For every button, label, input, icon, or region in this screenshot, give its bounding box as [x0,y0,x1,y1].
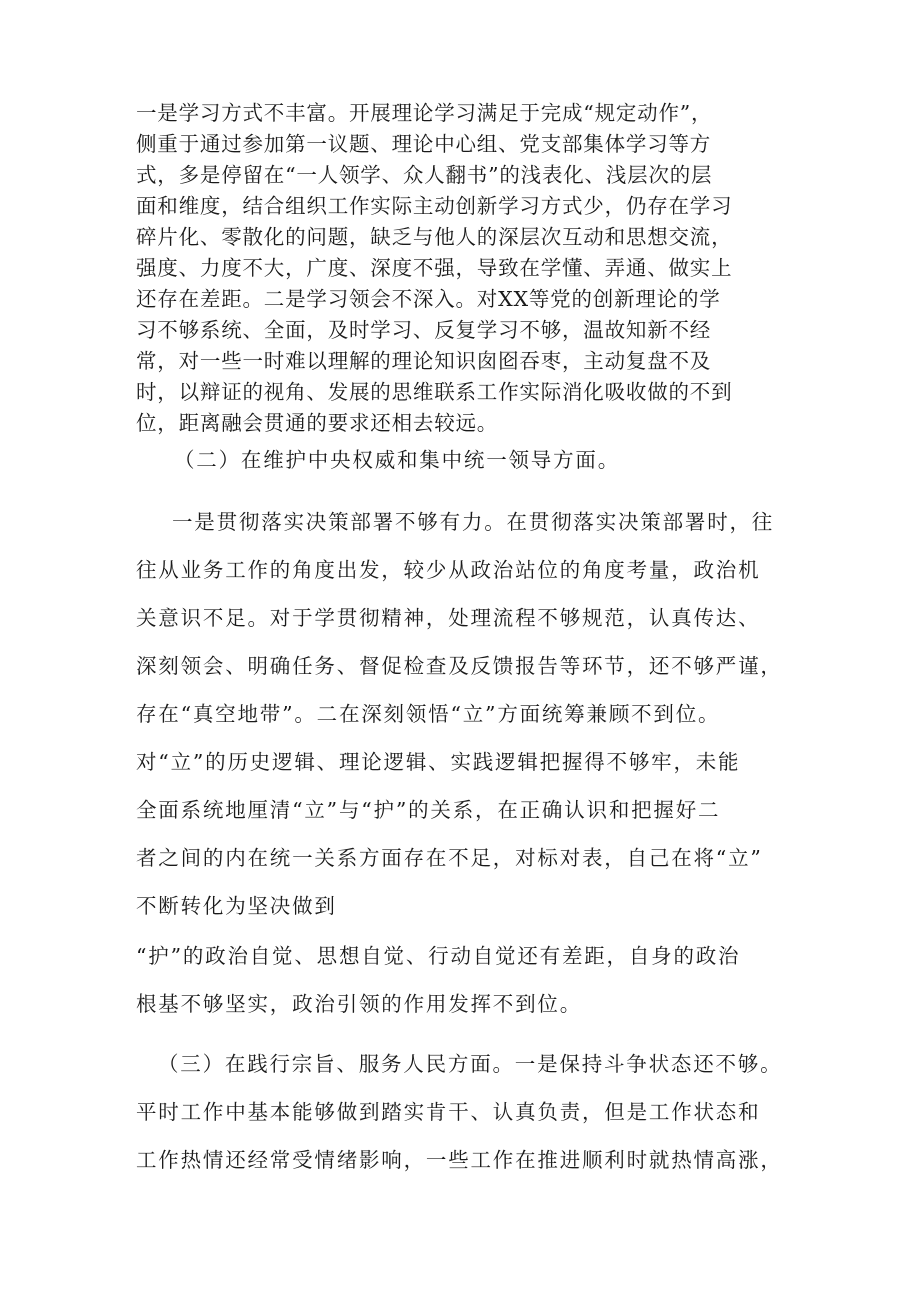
paragraph-decision-implementation [136,498,796,930]
text-line: 时，以辩证的视角、发展的思维联系工作实际消化吸收做的不到 [136,380,733,404]
paragraph-political-awareness [136,932,796,1028]
text-line: 一是学习方式不丰富。开展理论学习满足于完成“规定动作”， [136,101,713,125]
text-line: 对“立”的历史逻辑、理论逻辑、实践逻辑把握得不够牢，未能 [136,750,741,774]
text-line: 面和维度，结合组织工作实际主动创新学习方式少，仍存在学习 [136,194,733,218]
text-line: 式，多是停留在“一人领学、众人翻书”的浅表化、浅层次的层 [136,163,713,187]
text-line: 位，距离融会贯通的要求还相去较远。 [136,411,499,435]
text-line: 习不够系统、全面，及时学习、反复学习不够，温故知新不经 [136,318,712,342]
section-heading-2 [174,440,834,480]
paragraph-study-methods [136,98,796,439]
text-line: 碎片化、零散化的问题，缺乏与他人的深层次互动和思想交流， [136,225,733,249]
text-line: 深刻领会、明确任务、督促检查及反馈报告等环节，还不够严谨， [136,654,783,678]
text-line: 还存在差距。二是学习领会不深入。对XX等党的创新理论的学 [136,287,721,311]
text-line: 强度、力度不大，广度、深度不强，导致在学懂、弄通、做实上 [136,256,733,280]
text-line: 往从业务工作的角度出发，较少从政治站位的角度考量，政治机 [136,558,761,582]
text-line: 一是贯彻落实决策部署不够有力。在贯彻落实决策部署时，往 [172,510,775,534]
text-line: 根基不够坚实，政治引领的作用发挥不到位。 [136,992,582,1016]
paragraph-serving-people [136,1040,796,1184]
text-line: 者之间的内在统一关系方面存在不足，对标对表，自己在将“立” [136,846,763,870]
text-line: 关意识不足。对于学贯彻精神，处理流程不够规范，认真传达、 [136,606,761,630]
text-line: 全面系统地厘清“立”与“护”的关系，在正确认识和把握好二 [136,798,721,822]
text-line: 不断转化为坚决做到 [136,894,337,918]
text-line: “护”的政治自觉、思想自觉、行动自觉还有差距，自身的政治 [136,944,741,968]
text-line: 工作热情还经常受情绪影响，一些工作在推进顺利时就热情高涨， [136,1148,783,1172]
text-line: （三）在践行宗旨、服务人民方面。一是保持斗争状态还不够。 [158,1052,783,1076]
text-line: 平时工作中基本能够做到踏实肯干、认真负责，但是工作状态和 [136,1100,761,1124]
heading-text: （二）在维护中央权威和集中统一领导方面。 [174,448,620,472]
text-line: 常，对一些一时难以理解的理论知识囱囵吞枣，主动复盘不及 [136,349,712,373]
text-line: 侧重于通过参加第一议题、理论中心组、党支部集体学习等方 [136,132,712,156]
text-line: 存在“真空地带”。二在深刻领悟“立”方面统筹兼顾不到位。 [136,702,721,726]
